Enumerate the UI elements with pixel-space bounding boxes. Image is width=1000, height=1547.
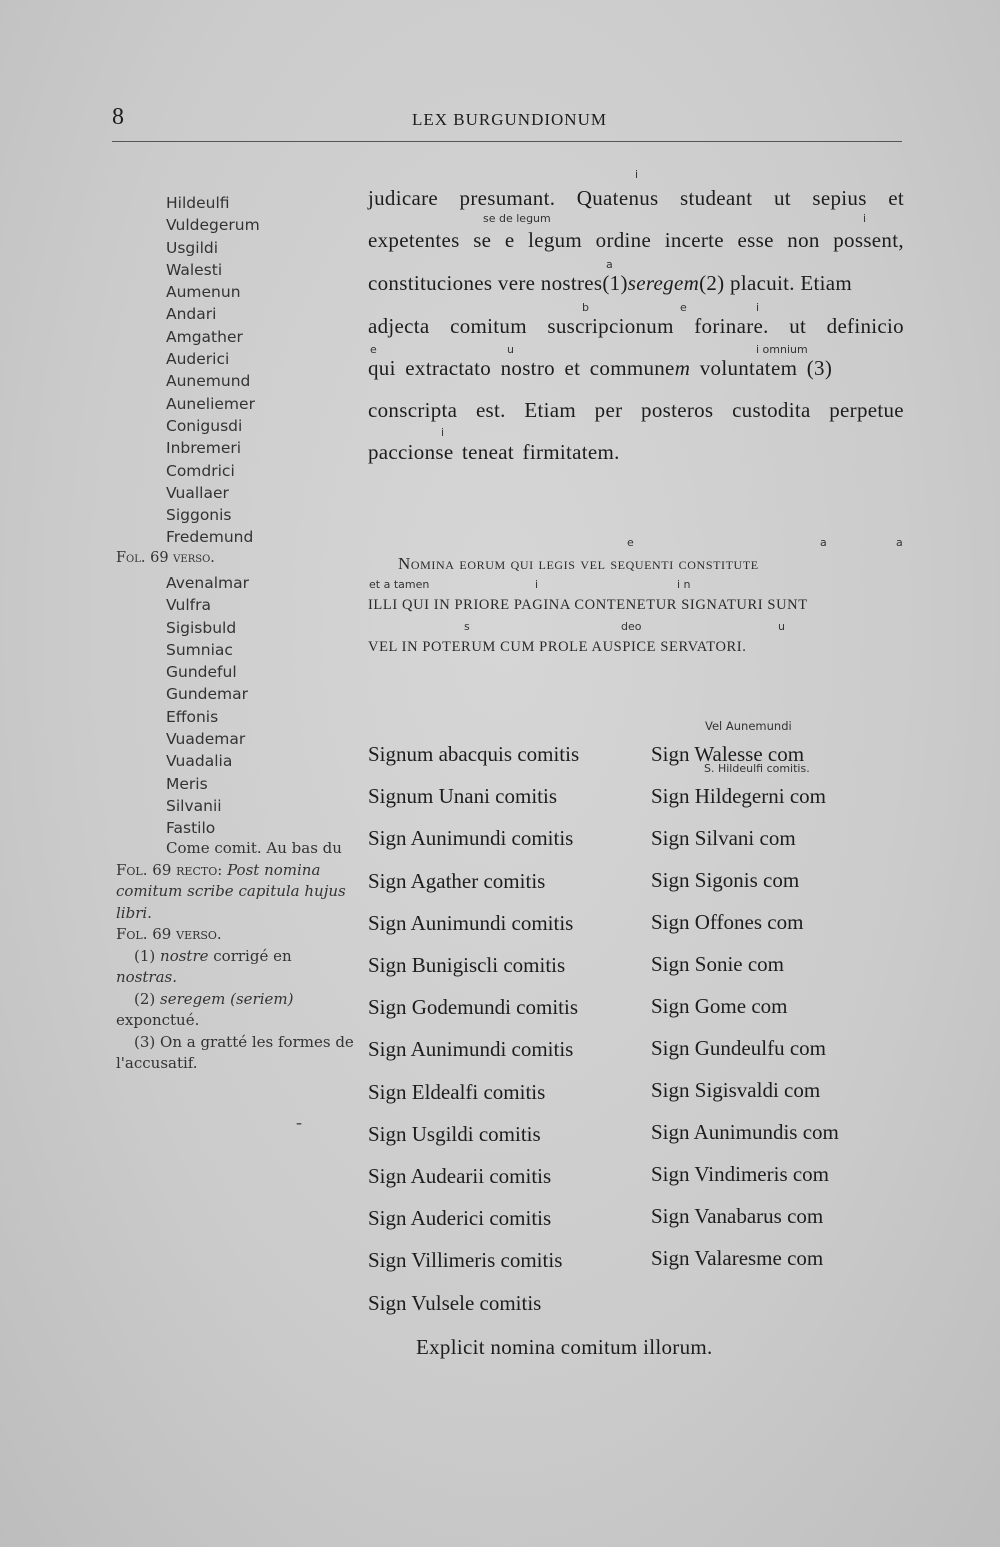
- word: sepius: [812, 186, 867, 210]
- superscript: b: [582, 301, 589, 314]
- page-number: 8: [112, 104, 124, 130]
- footnote-text: corrigé en: [213, 946, 292, 965]
- italic-letter: m: [674, 356, 691, 380]
- superscript: i n: [677, 578, 691, 591]
- list-item: Sign Usgildi comitis: [368, 1121, 541, 1146]
- list-item: Sign Auderici comitis: [368, 1206, 552, 1231]
- text-line-5: [368, 356, 904, 381]
- text: constituciones vere nostres: [368, 271, 603, 295]
- superscript: a: [820, 536, 827, 549]
- header-rule: [112, 141, 902, 142]
- footnote-2: [116, 989, 354, 1032]
- word: esse: [737, 228, 774, 252]
- list-item: Effonis: [166, 707, 219, 726]
- superscript: e: [370, 343, 377, 356]
- come-line: Come comit. Au bas du: [166, 839, 342, 857]
- list-item: Aunemund: [166, 372, 251, 391]
- word: incerte: [664, 228, 724, 252]
- list-item: Avenalmar: [166, 574, 250, 592]
- list-item: Inbremeri: [166, 439, 242, 458]
- interlinear-note: S. Hildeulfi comitis.: [704, 762, 810, 775]
- list-item: Walesti: [166, 260, 223, 279]
- superscript: e: [627, 536, 634, 549]
- word: perpetue: [829, 398, 904, 422]
- text-line-6: [368, 398, 904, 423]
- list-item: Sign Gundeulfu com: [651, 1036, 826, 1060]
- superscript: a: [896, 536, 903, 549]
- word: custodita: [732, 398, 811, 422]
- text-line-1: [368, 186, 904, 211]
- nomina-heading-line-1: Nomina eorum qui legis vel sequenti constitute: [398, 554, 759, 573]
- word: conscripta: [368, 398, 458, 422]
- list-item: Auderici: [166, 350, 230, 369]
- superscript: s: [464, 620, 470, 633]
- list-item: Sign Villimeris comitis: [368, 1248, 563, 1273]
- word: se: [473, 228, 492, 252]
- list-item: Sign Eldealfi comitis: [368, 1079, 546, 1104]
- superscript: se de legum: [483, 212, 551, 225]
- signatures-left-column: [368, 733, 579, 1324]
- signatures-right-column: [651, 733, 839, 1279]
- word: ut: [773, 186, 791, 210]
- note-ref: (3): [806, 356, 833, 380]
- page-header: [112, 104, 902, 134]
- list-item: Sign Vindimeris com: [651, 1162, 830, 1186]
- list-item: Sign Bunigiscli comitis: [368, 953, 566, 978]
- folio-instruction: Post nomina comitum scribe capitula hujus libri.: [116, 860, 346, 922]
- list-item: Sign Audearii comitis: [368, 1164, 552, 1189]
- word: expetentes: [368, 228, 460, 252]
- folio-reference: [116, 550, 215, 566]
- text-line-3: [368, 271, 904, 296]
- list-item: Sign Gome com: [651, 994, 788, 1018]
- word: comitum: [450, 314, 527, 338]
- nomina-heading-line-2: ILLI QUI IN PRIORE PAGINA CONTENETUR SIGNATURI SUNT: [368, 597, 808, 613]
- word: definicio: [826, 314, 904, 338]
- word: presumant.: [459, 186, 556, 210]
- folio-text: 69 verso.: [150, 550, 215, 566]
- list-item: Sign Walesse com: [651, 742, 805, 766]
- footnote-3: (3) On a gratté les formes de l'accusatif.: [116, 1032, 354, 1072]
- folio-prefix: Fol.: [116, 860, 148, 879]
- word: et: [888, 186, 904, 210]
- superscript: i: [863, 212, 867, 225]
- folio-text: 69 recto:: [152, 860, 223, 879]
- word: suscripcionum: [547, 314, 674, 338]
- margin-notes: [116, 838, 354, 1075]
- list-item: Sign Aunimundis com: [651, 1120, 839, 1144]
- list-item: Conigusdi: [166, 416, 243, 435]
- word: e: [504, 228, 515, 252]
- word: legum: [528, 228, 583, 252]
- word: studeant: [680, 186, 753, 210]
- word: non: [787, 228, 820, 252]
- list-item: Vuademar: [166, 730, 246, 749]
- explicit-line: Explicit nomina comitum illorum.: [416, 1335, 713, 1359]
- list-item: Fredemund: [166, 528, 254, 547]
- list-item: Sign Godemundi comitis: [368, 995, 578, 1020]
- list-item: Gundemar: [166, 685, 249, 704]
- word: est.: [475, 398, 506, 422]
- list-item: Sign Agather comitis: [368, 868, 546, 893]
- margin-dash: -: [296, 1112, 302, 1132]
- footnote-term: nostre: [160, 946, 209, 965]
- word: ut: [789, 314, 807, 338]
- list-item: Sign Vulsele comitis: [368, 1290, 542, 1315]
- list-item: Sign Aunimundi comitis: [368, 826, 574, 851]
- list-item: Vuallaer: [166, 483, 229, 502]
- footnote-1: [116, 946, 354, 989]
- superscript: e: [680, 301, 687, 314]
- superscript: a: [606, 258, 613, 271]
- footnote-number: (2): [134, 989, 156, 1008]
- note-ref: (2): [699, 271, 725, 295]
- superscript: et a tamen: [369, 578, 430, 591]
- footnote-term: seregem (seriem): [160, 989, 294, 1008]
- list-item: Sign Sigisvaldi com: [651, 1078, 821, 1102]
- list-item: Meris: [166, 774, 208, 793]
- footnote-term: nostras.: [116, 968, 177, 986]
- list-item: Silvanii: [166, 796, 222, 815]
- interlinear-note: Vel Aunemundi: [705, 719, 792, 733]
- folio-note: [116, 860, 354, 925]
- folio-note-2: Fol. 69 verso.: [116, 925, 222, 943]
- list-item: Signum abacquis comitis: [368, 742, 580, 766]
- superscript: i: [635, 168, 639, 181]
- list-item: Vuldegerum: [166, 216, 260, 235]
- list-item: Sign Sigonis com: [651, 868, 800, 892]
- list-item: Aumenun: [166, 283, 241, 302]
- word: adjecta: [368, 314, 430, 338]
- list-item: Sign Vanabarus com: [651, 1204, 824, 1228]
- text-line-2: [368, 228, 904, 253]
- superscript: i: [756, 301, 760, 314]
- text: voluntatem: [699, 356, 798, 380]
- list-item: Sign Aunimundi comitis: [368, 910, 574, 935]
- list-item: Sign Sonie com: [651, 952, 785, 976]
- list-item: Vuadalia: [166, 752, 233, 771]
- list-item: Signum Unani comitis: [368, 784, 557, 809]
- list-item: Gundeful: [166, 663, 237, 682]
- italic-word: seregem: [627, 271, 700, 295]
- text-line-7: paccionse teneat firmitatem.: [368, 440, 620, 464]
- list-item: Sign Aunimundi comitis: [368, 1037, 574, 1062]
- text: placuit. Etiam: [730, 271, 853, 295]
- nomina-heading-line-3: VEL IN POTERUM CUM PROLE AUSPICE SERVATORI.: [368, 639, 747, 655]
- word: per: [594, 398, 623, 422]
- footnote-number: (1): [134, 946, 156, 965]
- margin-names-list-2: [166, 572, 249, 840]
- note-ref: (1): [602, 271, 628, 295]
- list-item: Hildeulfi: [166, 194, 230, 212]
- running-title: LEX BURGUNDIONUM: [412, 110, 607, 129]
- word: possent,: [833, 228, 904, 252]
- list-item: Sign Offones com: [651, 910, 804, 934]
- list-item: Sign Valaresme com: [651, 1246, 824, 1270]
- superscript: i omnium: [756, 343, 808, 356]
- superscript: i: [535, 578, 539, 591]
- list-item: Vulfra: [166, 596, 212, 615]
- margin-names-list: [166, 192, 260, 549]
- list-item: Andari: [166, 305, 217, 324]
- list-item: Amgather: [166, 327, 243, 346]
- list-item: Comdrici: [166, 461, 235, 480]
- text: qui extractato nostro et commune: [368, 356, 675, 380]
- word: forinare.: [694, 314, 769, 338]
- list-item: Sign Hildegerni com: [651, 784, 826, 808]
- superscript: u: [507, 343, 514, 356]
- list-item: Auneliemer: [166, 394, 255, 413]
- list-item: Sigisbuld: [166, 618, 237, 637]
- superscript: u: [778, 620, 785, 633]
- list-item: Usgildi: [166, 238, 219, 257]
- superscript: i: [441, 426, 445, 439]
- superscript: deo: [621, 620, 642, 633]
- list-item: Sumniac: [166, 640, 233, 659]
- word: Quatenus: [576, 186, 659, 210]
- list-item: Fastilo: [166, 819, 216, 838]
- footnote-text: exponctué.: [116, 1011, 200, 1029]
- list-item: Sign Silvani com: [651, 826, 796, 850]
- word: posteros: [641, 398, 714, 422]
- folio-prefix: Fol.: [116, 550, 146, 566]
- word: Etiam: [524, 398, 577, 422]
- word: judicare: [368, 186, 439, 210]
- list-item: Siggonis: [166, 506, 232, 525]
- text-line-4: [368, 314, 904, 339]
- word: ordine: [595, 228, 652, 252]
